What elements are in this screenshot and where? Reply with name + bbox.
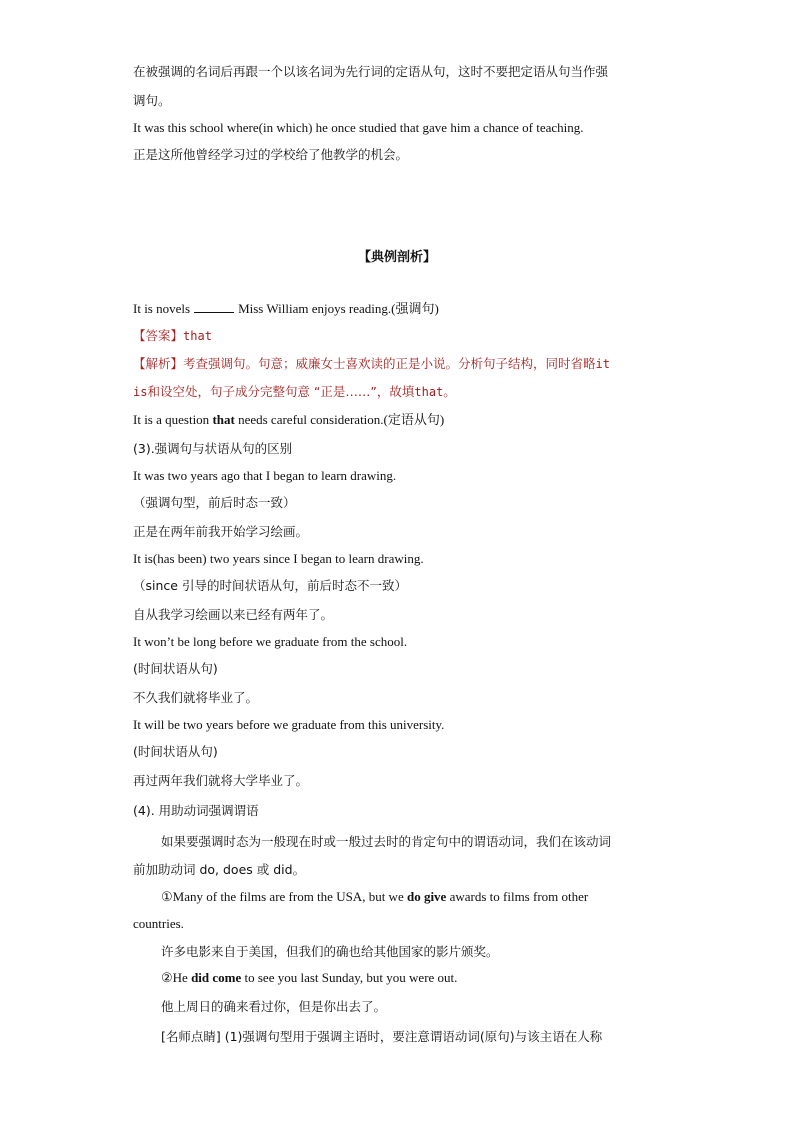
attributive-bold-that: that xyxy=(212,412,235,427)
analysis-text-end: 。 xyxy=(443,384,456,399)
analysis-code-it: it xyxy=(595,357,610,371)
part4-example-1-continued: countries. xyxy=(133,916,184,931)
part3-translation-1: 正是在两年前我开始学习绘画。 xyxy=(133,524,309,539)
top-chinese-translation: 正是这所他曾经学习过的学校给了他教学的机会。 xyxy=(133,147,409,162)
top-english-example: It was this school where(in which) he once studied that gave him a chance of teaching. xyxy=(133,120,584,135)
attributive-example xyxy=(133,411,444,429)
top-paragraph-line-2: 调句。 xyxy=(133,93,171,108)
part3-note-3: (时间状语从句) xyxy=(133,661,218,676)
example-1-part-a: ①Many of the films are from the USA, but we xyxy=(161,889,407,904)
attributive-part-c: needs careful consideration.(定语从句) xyxy=(234,412,445,427)
section-title: 【典例剖析】 xyxy=(357,250,436,265)
question-part-b: Miss William enjoys reading.(强调句) xyxy=(238,301,439,316)
part4-title: (4). 用助动词强调谓语 xyxy=(133,803,259,818)
attributive-part-a: It is a question xyxy=(133,412,213,427)
part3-sentence-2: It is(has been) two years since I began to learn drawing. xyxy=(133,551,424,566)
part4-example-2-translation: 他上周日的确来看过你，但是你出去了。 xyxy=(161,999,387,1014)
question-part-a: It is novels xyxy=(133,301,191,316)
example-1-bold: do give xyxy=(406,889,447,904)
example-question xyxy=(133,300,439,318)
teacher-tip: [名师点睛] (1)强调句型用于强调主语时，要注意谓语动词(原句)与该主语在人称 xyxy=(161,1029,603,1044)
analysis-text-1: 考查强调句。句意；威廉女士喜欢读的正是小说。分析句子结构，同时省略 xyxy=(183,356,596,371)
example-2-part-a: ②He xyxy=(161,970,192,985)
part3-sentence-1: It was two years ago that I began to learn drawing. xyxy=(133,468,397,483)
analysis-code-is: is xyxy=(133,385,148,399)
part3-sentence-4: It will be two years before we graduate from this university. xyxy=(133,717,445,732)
part3-sentence-3: It won’t be long before we graduate from the school. xyxy=(133,634,408,649)
part3-translation-4: 再过两年我们就将大学毕业了。 xyxy=(133,773,309,788)
answer-tag: 【答案】 xyxy=(133,328,184,343)
analysis-code-that: that xyxy=(414,385,444,399)
answer-blank xyxy=(194,301,234,313)
answer-line xyxy=(133,327,212,345)
example-2-part-c: to see you last Sunday, but you were out. xyxy=(241,970,458,985)
answer-value: that xyxy=(183,329,212,343)
part3-translation-3: 不久我们就将毕业了。 xyxy=(133,690,259,705)
analysis-line-1 xyxy=(133,355,610,373)
part3-translation-2: 自从我学习绘画以来已经有两年了。 xyxy=(133,607,334,622)
part3-note-4: (时间状语从句) xyxy=(133,744,218,759)
part4-paragraph-line-2: 前加助动词 do, does 或 did。 xyxy=(133,862,306,877)
part4-example-2 xyxy=(161,969,457,987)
part3-title: (3).强调句与状语从句的区别 xyxy=(133,441,293,456)
analysis-text-2: 和设空处，句子成分完整句意 “正是……”，故填 xyxy=(147,384,415,399)
part3-note-1: （强调句型，前后时态一致） xyxy=(133,495,296,510)
analysis-line-2 xyxy=(133,383,456,401)
part3-note-2: （since 引导的时间状语从句，前后时态不一致） xyxy=(133,578,407,593)
part4-paragraph-line-1: 如果要强调时态为一般现在时或一般过去时的肯定句中的谓语动词，我们在该动词 xyxy=(161,834,612,849)
top-paragraph-line-1: 在被强调的名词后再跟一个以该名词为先行词的定语从句，这时不要把定语从句当作强 xyxy=(133,64,609,79)
part4-example-1 xyxy=(161,888,588,906)
analysis-tag: 【解析】 xyxy=(133,356,184,371)
example-1-part-c: awards to films from other xyxy=(446,889,589,904)
example-2-bold: did come xyxy=(191,970,242,985)
part4-example-1-translation: 许多电影来自于美国，但我们的确也给其他国家的影片颁奖。 xyxy=(161,944,499,959)
